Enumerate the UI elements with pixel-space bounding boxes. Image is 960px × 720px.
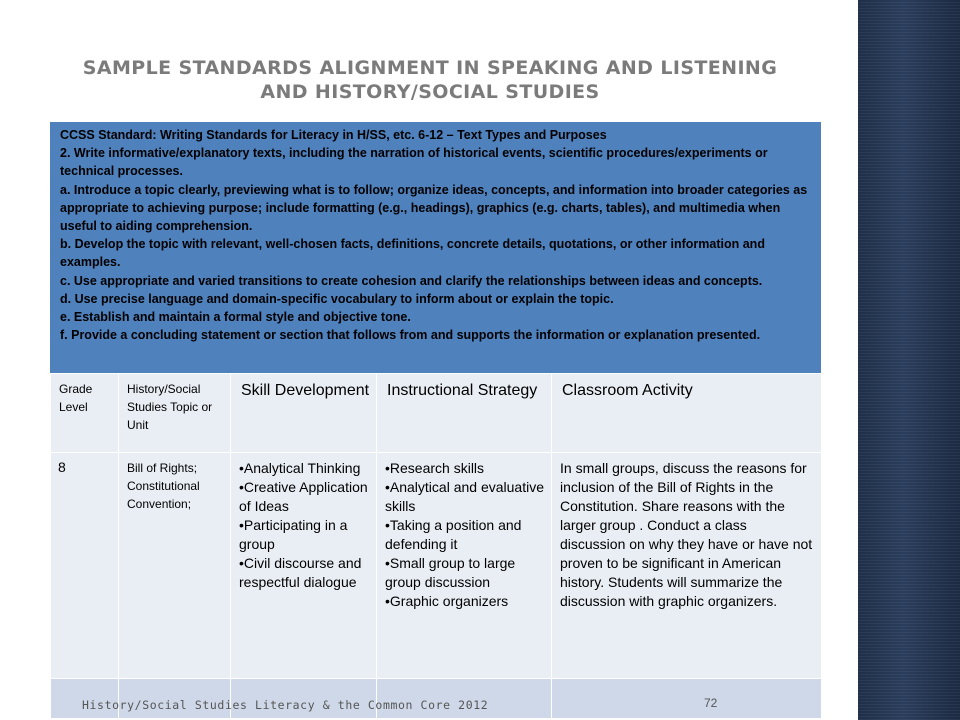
slide-title-line-1: SAMPLE STANDARDS ALIGNMENT IN SPEAKING AND LISTENING — [82, 57, 778, 79]
slide-title-line-2: AND HISTORY/SOCIAL STUDIES — [260, 81, 600, 103]
header-instructional-strategy: Instructional Strategy — [377, 374, 552, 453]
list-item: •Graphic organizers — [385, 593, 509, 609]
standard-line: f. Provide a concluding statement or section that follows from and supports the information or explanation presented. — [60, 328, 761, 343]
standard-line: b. Develop the topic with relevant, well-chosen facts, definitions, concrete details, quotations, or other information and examples. — [60, 237, 765, 270]
standard-line: a. Introduce a topic clearly, previewing what is to follow; organize ideas, concepts, and information into broader categories as appropriate to achieving purpose; include formatting (e.g., headings), graphics (e.g. charts, tables), and multimedia when useful to aiding comprehension. — [60, 182, 808, 234]
list-item: •Taking a position and defending it — [385, 517, 522, 552]
standard-line: e. Establish and maintain a formal style and objective tone. — [60, 310, 411, 325]
page-number: 72 — [704, 696, 718, 710]
ccss-standard-box — [50, 122, 821, 373]
header-grade-level: Grade Level — [51, 374, 119, 453]
list-item: •Small group to large group discussion — [385, 555, 516, 590]
strategies-list — [385, 459, 545, 611]
decorative-side-band — [858, 0, 960, 720]
cell-grade: 8 — [51, 453, 119, 679]
list-item: •Civil discourse and respectful dialogue — [239, 555, 362, 590]
standard-line: c. Use appropriate and varied transitions to create cohesion and clarify the relationships between ideas and concepts. — [60, 273, 763, 288]
slide-title — [60, 56, 800, 104]
table-row — [51, 453, 822, 679]
standards-alignment-table — [50, 122, 821, 718]
footer-text: History/Social Studies Literacy & the Common Core 2012 — [82, 698, 489, 712]
list-item: •Research skills — [385, 460, 485, 476]
list-item: •Analytical Thinking — [239, 460, 361, 476]
cell-skills — [231, 453, 377, 679]
table-header-row — [51, 374, 822, 453]
header-classroom-activity: Classroom Activity — [552, 374, 822, 453]
header-topic: History/Social Studies Topic or Unit — [119, 374, 231, 453]
list-item: •Participating in a group — [239, 517, 348, 552]
list-item: •Analytical and evaluative skills — [385, 479, 544, 514]
standard-heading: CCSS Standard: Writing Standards for Literacy in H/SS, etc. 6-12 – Text Types and Purposes — [60, 128, 607, 142]
cell-activity: In small groups, discuss the reasons for inclusion of the Bill of Rights in the Constitution. Share reasons with the larger group . Conduct a class discussion on why they have or have not proven to be significant in American history. Students will summarize the discussion with graphic organizers. — [552, 453, 822, 679]
skills-list — [239, 459, 370, 592]
empty-cell — [552, 679, 822, 719]
cell-strategies — [377, 453, 552, 679]
standard-line: 2. Write informative/explanatory texts, including the narration of historical events, scientific procedures/experiments or technical processes. — [60, 146, 768, 179]
standard-line: d. Use precise language and domain-specific vocabulary to inform about or explain the topic. — [60, 291, 614, 306]
header-skill-development: Skill Development — [231, 374, 377, 453]
alignment-grid — [50, 373, 822, 719]
list-item: •Creative Application of Ideas — [239, 479, 368, 514]
cell-topic: Bill of Rights; Constitutional Convention; — [119, 453, 231, 679]
